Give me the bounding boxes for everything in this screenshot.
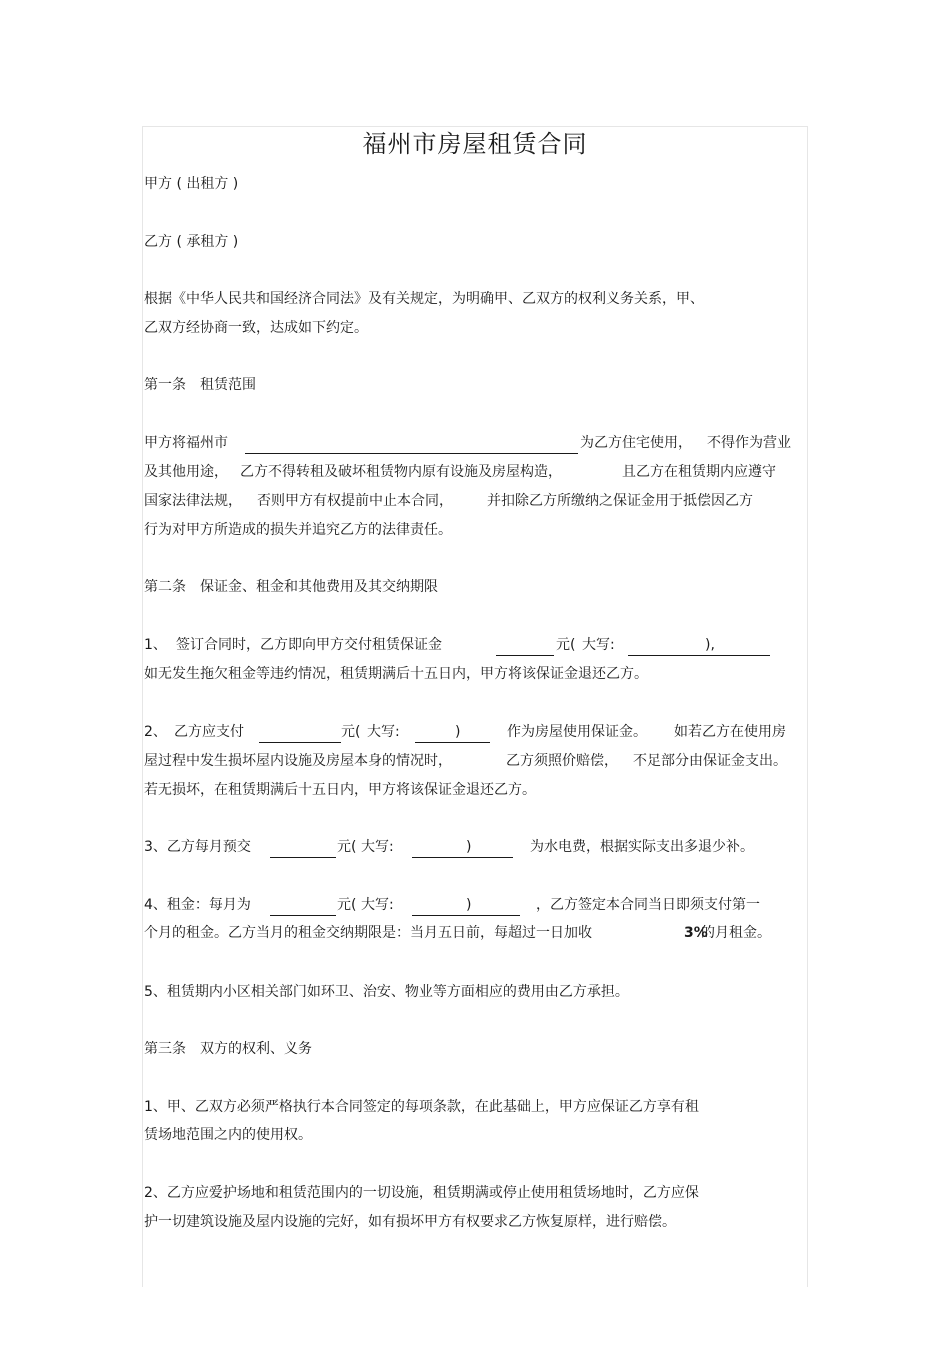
clause-text: ，乙方签定本合同当日即须支付第一	[536, 897, 760, 913]
clause-text: 为水电费，根据实际支出多退少补。	[530, 839, 754, 855]
clause-text: )	[466, 897, 472, 913]
clause-text: 大写:	[361, 839, 394, 855]
clause-text: 大写:	[582, 637, 615, 653]
article-1-text: 为乙方住宅使用，	[580, 435, 692, 451]
clause-text: 个月的租金。乙方当月的租金交纳期限是：当月五日前，每超过一日加收	[144, 925, 592, 941]
clause-text: 乙方须照价赔偿，	[506, 753, 618, 769]
clause-text: 2、乙方应爱护场地和租赁范围内的一切设施，租赁期满或停止使用租赁场地时，乙方应保	[144, 1185, 699, 1201]
utility-amount-blank[interactable]	[270, 857, 336, 858]
article-3-heading: 第三条 双方的权利、义务	[144, 1041, 312, 1057]
clause-text: 4、租金：每月为	[144, 897, 251, 913]
clause-text: 赁场地范围之内的使用权。	[144, 1127, 312, 1143]
party-b-label: 乙方 ( 承租方 )	[144, 234, 239, 250]
article-1-text: 并扣除乙方所缴纳之保证金用于抵偿因乙方	[487, 493, 753, 509]
intro-line-1: 根据《中华人民共和国经济合同法》及有关规定，为明确甲、乙双方的权利义务关系，甲、	[144, 291, 704, 307]
article-1-text: 且乙方在租赁期内应遵守	[622, 464, 776, 480]
clause-text: 元(	[337, 897, 357, 913]
clause-text: 作为房屋使用保证金。	[507, 724, 647, 740]
intro-line-2: 乙双方经协商一致，达成如下约定。	[144, 320, 368, 336]
clause-text: 屋过程中发生损坏屋内设施及房屋本身的情况时，	[144, 753, 452, 769]
rent-words-blank[interactable]	[412, 915, 520, 916]
clause-text: 3、乙方每月预交	[144, 839, 251, 855]
clause-text: 不足部分由保证金支出。	[633, 753, 787, 769]
article-1-text: 国家法律法规，	[144, 493, 242, 509]
clause-text: 元(	[556, 637, 576, 653]
clause-text: 签订合同时，乙方即向甲方交付租赁保证金	[176, 637, 442, 653]
deposit-words-blank[interactable]	[628, 655, 770, 656]
article-1-text: 否则甲方有权提前中止本合同，	[257, 493, 453, 509]
party-a-label: 甲方 ( 出租方 )	[144, 176, 239, 192]
article-1-heading: 第一条 租赁范围	[144, 377, 256, 393]
document-title: 福州市房屋租赁合同	[362, 130, 588, 158]
clause-text: 5、租赁期内小区相关部门如环卫、治安、物业等方面相应的费用由乙方承担。	[144, 984, 629, 1000]
clause-number: 1、	[144, 637, 167, 653]
clause-text: 大写:	[367, 724, 400, 740]
usage-deposit-words-blank[interactable]	[415, 742, 490, 743]
article-2-heading: 第二条 保证金、租金和其他费用及其交纳期限	[144, 579, 438, 595]
clause-text: 如若乙方在使用房	[674, 724, 786, 740]
clause-text: 如无发生拖欠租金等违约情况，租赁期满后十五日内，甲方将该保证金退还乙方。	[144, 666, 648, 682]
address-blank[interactable]	[245, 453, 578, 454]
article-1-text: 甲方将福州市	[144, 435, 228, 451]
clause-text: 1、甲、乙双方必须严格执行本合同签定的每项条款，在此基础上，甲方应保证乙方享有租	[144, 1099, 699, 1115]
clause-number: 2、	[144, 724, 167, 740]
clause-text: )	[466, 839, 472, 855]
article-1-text: 及其他用途，	[144, 464, 228, 480]
article-1-text: 行为对甲方所造成的损失并追究乙方的法律责任。	[144, 522, 452, 538]
deposit-amount-blank[interactable]	[496, 655, 554, 656]
clause-text: 护一切建筑设施及屋内设施的完好，如有损坏甲方有权要求乙方恢复原样，进行赔偿。	[144, 1214, 676, 1230]
clause-text: 元(	[337, 839, 357, 855]
article-1-text: 乙方不得转租及破坏租赁物内原有设施及房屋构造，	[240, 464, 562, 480]
clause-text: 若无损坏，在租赁期满后十五日内，甲方将该保证金退还乙方。	[144, 782, 536, 798]
usage-deposit-amount-blank[interactable]	[259, 742, 341, 743]
clause-text: 的月租金。	[701, 925, 771, 941]
late-fee-rate: 3%	[684, 925, 708, 941]
clause-text: 大写:	[361, 897, 394, 913]
utility-words-blank[interactable]	[412, 857, 513, 858]
clause-text: )	[455, 724, 461, 740]
rent-amount-blank[interactable]	[270, 915, 336, 916]
clause-text: 乙方应支付	[174, 724, 244, 740]
article-1-text: 不得作为营业	[707, 435, 791, 451]
clause-text: 元(	[341, 724, 361, 740]
clause-text: ),	[705, 637, 715, 653]
